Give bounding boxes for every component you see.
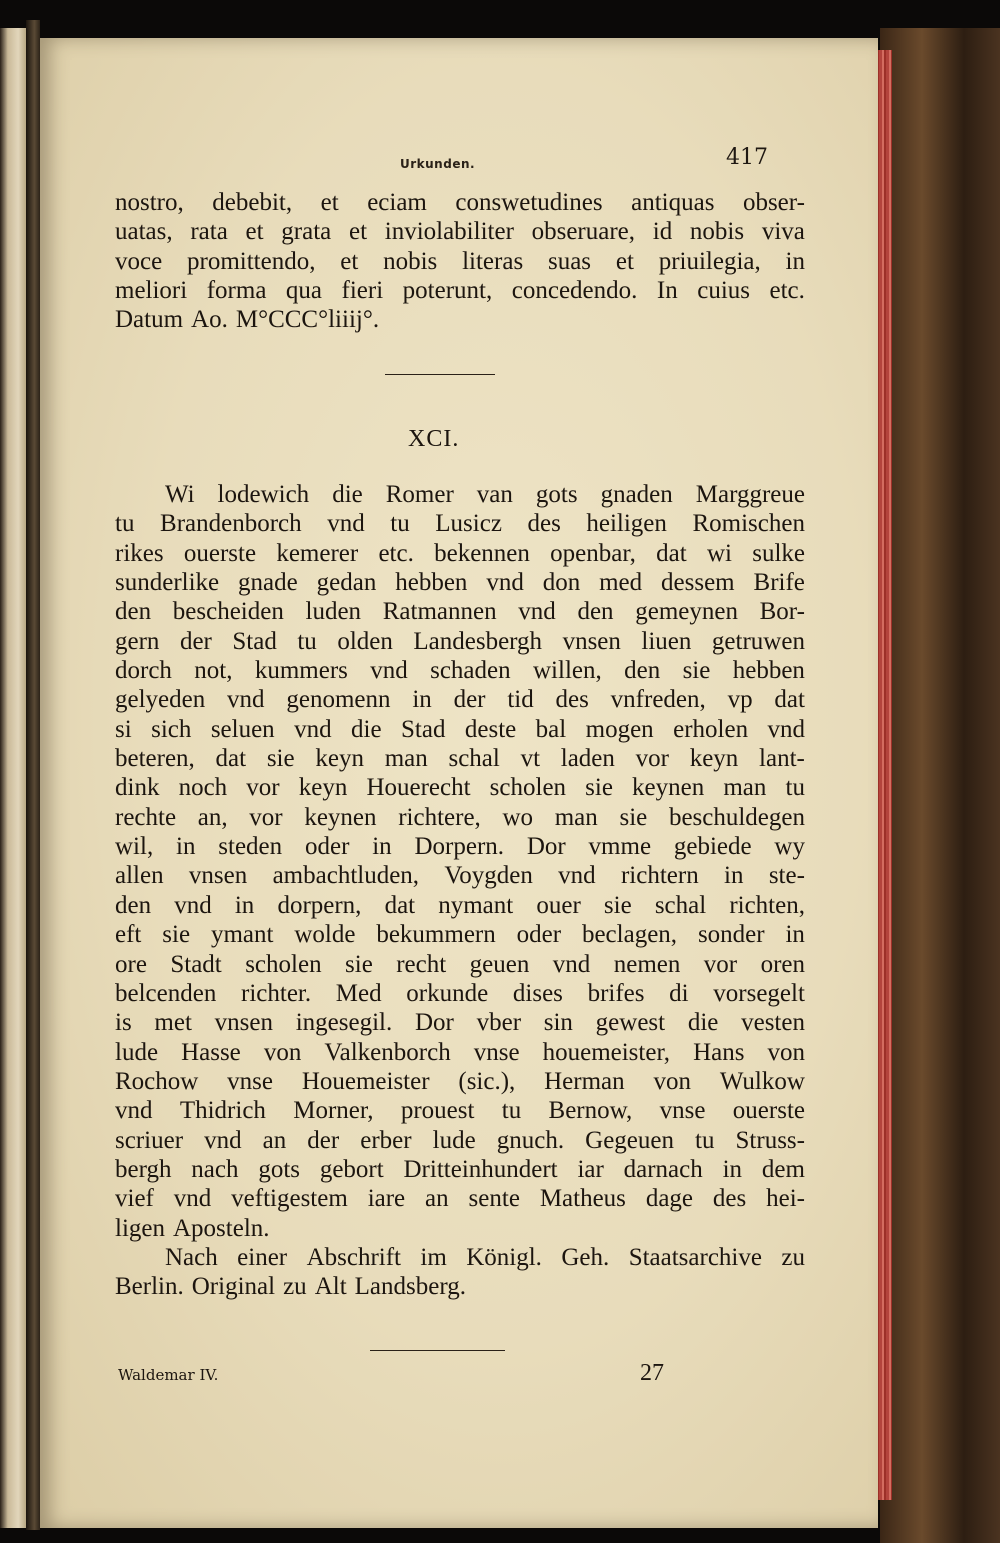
section-divider: [385, 374, 495, 375]
text-line: sunderlike gnade gedan hebben vnd don med dessem Brife: [115, 569, 805, 597]
text-line: Nach einer Abschrift im Königl. Geh. Staatsarchive zu: [165, 1243, 805, 1271]
text-line: uatas, rata et grata et inviolabiliter obseruare, id nobis viva: [115, 218, 805, 246]
text-line: bergh nach gots gebort Dritteinhundert iar darnach in dem: [115, 1155, 805, 1183]
text-line: den vnd in dorpern, dat nymant ouer sie schal richten,: [115, 891, 805, 919]
text-line: wil, in steden oder in Dorpern. Dor vmme gebiede wy: [115, 833, 805, 861]
text-line: eft sie ymant wolde bekummern oder beclagen, sonder in: [115, 921, 805, 949]
text-line: nostro, debebit, et eciam conswetudines antiquas obser-: [115, 189, 805, 216]
text-line: meliori forma qua fieri poterunt, concedendo. In cuius etc.: [115, 277, 805, 305]
sheet-number: 27: [640, 1360, 664, 1386]
text-line: Wi lodewich die Romer van gots gnaden Marggreue: [165, 481, 805, 508]
text-line: rechte an, vor keynen richtere, wo man sie beschuldegen: [115, 803, 805, 831]
text-line: gelyeden vnd genomenn in der tid des vnfreden, vp dat: [115, 686, 805, 714]
page-number: 417: [726, 145, 768, 170]
book-cover-edge: [880, 28, 1000, 1543]
text-line: scriuer vnd an der erber lude gnuch. Gegeuen tu Struss-: [115, 1126, 805, 1154]
page-footer: [40, 1356, 878, 1396]
section-number: XCI.: [408, 426, 460, 452]
text-line: gern der Stad tu olden Landesbergh vnsen liuen getruwen: [115, 627, 805, 655]
text-line: vief vnd veftigestem iare an sente Matheus dage des hei-: [115, 1185, 805, 1213]
book-page: [40, 38, 878, 1528]
text-line: beteren, dat sie keyn man schal vt laden vor keyn lant-: [115, 745, 805, 773]
signature-mark: Waldemar IV.: [118, 1366, 219, 1384]
text-line: dink noch vor keyn Houerecht scholen sie keynen man tu: [115, 774, 805, 802]
text-line: Rochow vnse Houemeister (sic.), Herman von Wulkow: [115, 1067, 805, 1095]
text-line: den bescheiden luden Ratmannen vnd den gemeynen Bor-: [115, 598, 805, 626]
continued-document-text: [115, 188, 805, 335]
footer-divider: [370, 1350, 505, 1351]
text-line: Datum Ao. M°CCC°liiij°.: [115, 306, 380, 334]
text-line: tu Brandenborch vnd tu Lusicz des heiligen Romischen: [115, 510, 805, 538]
text-line: voce promittendo, et nobis literas suas et priuilegia, in: [115, 247, 805, 275]
running-head: Urkunden.: [400, 157, 476, 171]
document-text: [115, 480, 805, 1302]
book-gutter: [26, 20, 40, 1530]
text-line: ore Stadt scholen sie recht geuen vnd nemen vor oren: [115, 950, 805, 978]
text-line: vnd Thidrich Morner, prouest tu Bernow, vnse ouerste: [115, 1097, 805, 1125]
page-header: [40, 145, 878, 185]
text-line: is met vnsen ingesegil. Dor vber sin gewest die vesten: [115, 1009, 805, 1037]
text-line: lude Hasse von Valkenborch vnse houemeister, Hans von: [115, 1038, 805, 1066]
text-line: si sich seluen vnd die Stad deste bal mogen erholen vnd: [115, 715, 805, 743]
previous-page-edge: [0, 28, 26, 1528]
text-line: Berlin. Original zu Alt Landsberg.: [115, 1273, 466, 1301]
text-line: ligen Aposteln.: [115, 1214, 270, 1242]
text-line: belcenden richter. Med orkunde dises brifes di vorsegelt: [115, 979, 805, 1007]
text-line: rikes ouerste kemerer etc. bekennen openbar, dat wi sulke: [115, 539, 805, 567]
text-line: allen vnsen ambachtluden, Voygden vnd richtern in ste-: [115, 862, 805, 890]
text-line: dorch not, kummers vnd schaden willen, den sie hebben: [115, 657, 805, 685]
